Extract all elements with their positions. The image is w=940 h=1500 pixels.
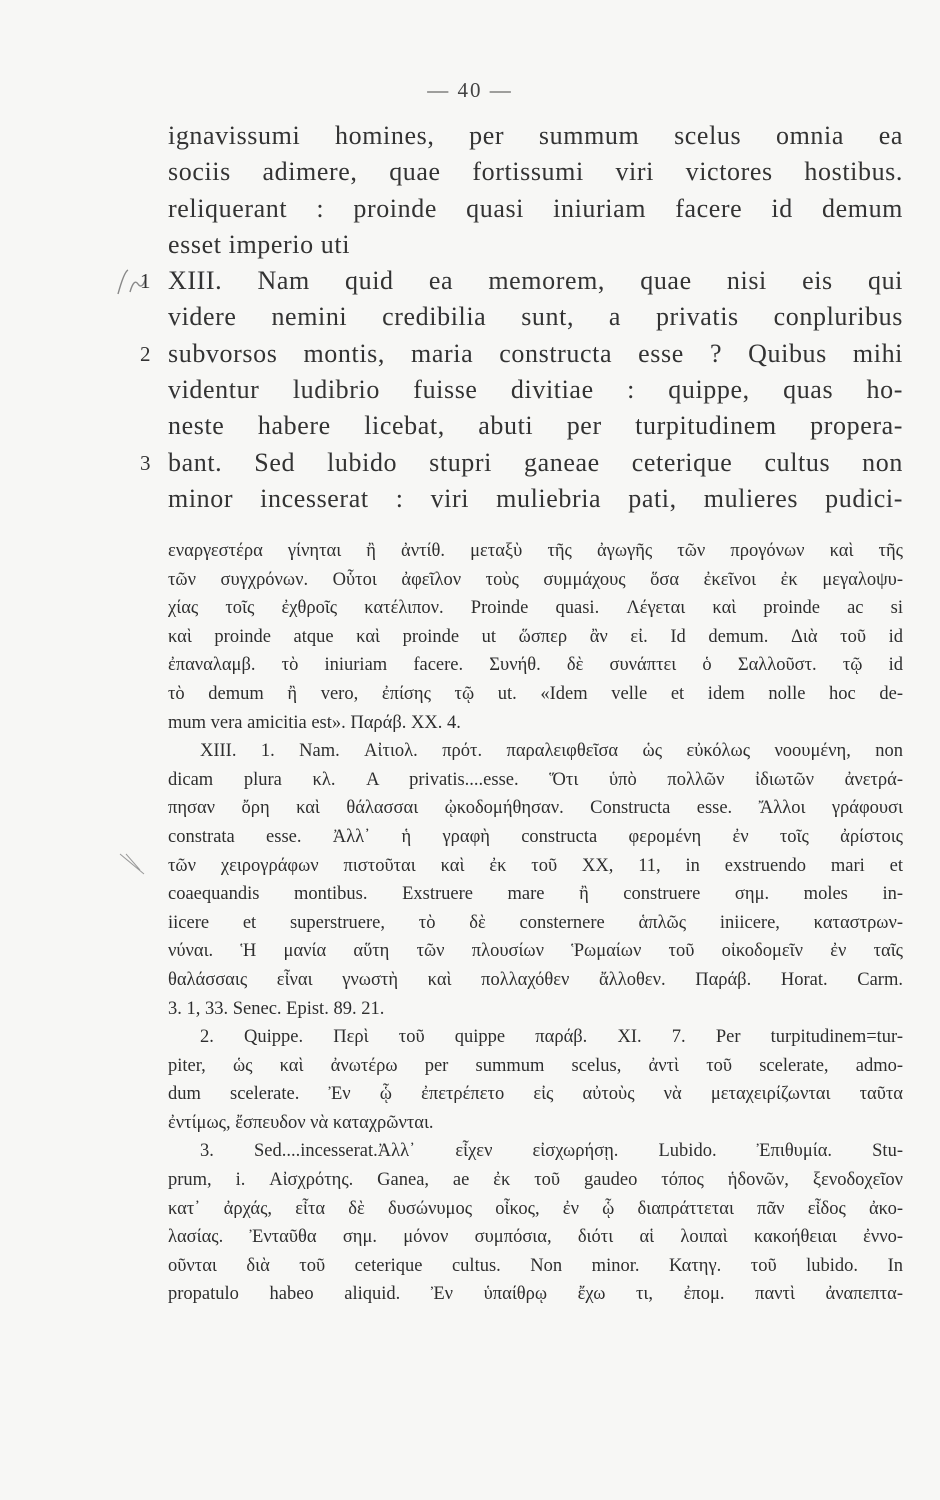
main-text-line-content: neste habere licebat, abuti per turpitudinem propera- bbox=[168, 411, 903, 441]
main-text-line bbox=[140, 336, 903, 372]
commentary-line-content: piter, ὡς καὶ ἀνωτέρω per summum scelus, ἀντὶ τοῦ scelerate, admo- bbox=[168, 1055, 903, 1076]
commentary-line-content: mum vera amicitia est». Παράβ. XX. 4. bbox=[168, 712, 461, 733]
commentary-line bbox=[168, 1195, 903, 1224]
commentary-line bbox=[168, 1252, 903, 1281]
commentary-line-content: χίας τοῖς ἐχθροῖς κατέλιπον. Proinde quasi. Λέγεται καὶ proinde ac si bbox=[168, 598, 903, 619]
commentary-line bbox=[168, 623, 903, 652]
commentary-line-content: XIII. 1. Nam. Αἰτιολ. πρότ. παραλειφθεῖσα ὡς εὐκόλως νοουμένη, non bbox=[200, 741, 903, 762]
main-text-line-content: esset imperio uti bbox=[168, 229, 351, 259]
commentary-line bbox=[168, 1280, 903, 1309]
scratch-mark-icon bbox=[118, 852, 148, 876]
commentary-line bbox=[168, 909, 903, 938]
commentary-line-content: τῶν χειρογράφων πιστοῦται καὶ ἐκ τοῦ XX, 11, in exstruendo mari et bbox=[168, 855, 903, 876]
main-text-line bbox=[140, 445, 903, 481]
page-number: — 40 — bbox=[427, 78, 513, 102]
commentary-line-content: 3. Sed....incesserat.Ἀλλ᾽ εἶχεν εἰσχωρήσῃ. Lubido. Ἐπιθυμία. Stu- bbox=[200, 1141, 903, 1162]
greek-commentary bbox=[168, 537, 903, 1309]
main-text-line-content: reliquerant : proinde quasi iniuriam facere id demum bbox=[168, 193, 903, 223]
commentary-line-content: οῦνται διὰ τοῦ ceterique cultus. Non minor. Κατηγ. τοῦ lubido. In bbox=[168, 1255, 903, 1276]
commentary-line bbox=[168, 566, 903, 595]
commentary-line bbox=[168, 1166, 903, 1195]
commentary-line bbox=[168, 852, 903, 881]
commentary-line-content: coaequandis montibus. Exstruere mare ἢ construere σημ. moles in- bbox=[168, 884, 903, 905]
margin-section-number: 2 bbox=[140, 341, 152, 366]
commentary-line-content: dicam plura κλ. A privatis....esse. Ὅτι ὑπὸ πολλῶν ἰδιωτῶν ἀνετρά- bbox=[168, 769, 903, 790]
commentary-line bbox=[168, 1109, 903, 1138]
main-text-line-content: XIII. Nam quid ea memorem, quae nisi eis qui bbox=[168, 266, 903, 296]
commentary-line-content: propatulo habeo aliquid. Ἐν ὑπαίθρῳ ἔχω τι, ἐπομ. παντὶ ἀναπεπτα- bbox=[168, 1284, 903, 1305]
commentary-line-content: 3. 1, 33. Senec. Epist. 89. 21. bbox=[168, 998, 385, 1019]
commentary-line bbox=[168, 823, 903, 852]
commentary-line-content: 2. Quippe. Περὶ τοῦ quippe παράβ. XI. 7. Per turpitudinem=tur- bbox=[200, 1027, 903, 1048]
main-text-line-content: videntur ludibrio fuisse divitiae : quippe, quas ho- bbox=[168, 375, 903, 405]
commentary-line-content: τῶν συγχρόνων. Οὗτοι ἀφεῖλον τοὺς συμμάχους ὅσα ἐκεῖνοι ἐκ μεγαλοψυ- bbox=[168, 569, 903, 590]
commentary-line bbox=[168, 880, 903, 909]
commentary-line bbox=[168, 794, 903, 823]
commentary-line bbox=[168, 737, 903, 766]
main-text-line-content: videre nemini credibilia sunt, a privatis conpluribus bbox=[168, 302, 903, 332]
main-text-line bbox=[168, 227, 903, 263]
main-text-line bbox=[168, 118, 903, 154]
commentary-line bbox=[168, 766, 903, 795]
commentary-line bbox=[168, 709, 903, 738]
main-text-line bbox=[168, 191, 903, 227]
main-latin-text bbox=[140, 118, 903, 517]
commentary-line bbox=[168, 1023, 903, 1052]
main-text-line bbox=[168, 408, 903, 444]
main-text-line-content: minor incesserat : viri muliebria pati, mulieres pudici- bbox=[168, 483, 903, 513]
commentary-line-content: constrata esse. Ἀλλ᾽ ἡ γραφὴ constructa φερομένη ἐν τοῖς ἀρίστοις bbox=[168, 826, 903, 847]
commentary-line-content: κατ᾽ ἀρχάς, εἶτα δὲ δυσώνυμος οἶκος, ἐν ᾧ διαπράττεται πᾶν εἶδος ἀκο- bbox=[168, 1198, 903, 1219]
main-text-line bbox=[168, 481, 903, 517]
commentary-line-content: prum, i. Αἰσχρότης. Ganea, ae ἐκ τοῦ gaudeo τόπος ἡδονῶν, ξενοδοχεῖον bbox=[168, 1170, 903, 1191]
commentary-line-content: εναργεστέρα γίνηται ἢ ἀντίθ. μεταξὺ τῆς ἀγωγῆς τῶν προγόνων καὶ τῆς bbox=[168, 541, 903, 561]
commentary-line bbox=[168, 1137, 903, 1166]
commentary-line bbox=[168, 995, 903, 1024]
main-text-line bbox=[168, 372, 903, 408]
commentary-line bbox=[168, 1080, 903, 1109]
commentary-line-content: dum scelerate. Ἐν ᾧ ἐπετρέπετο εἰς αὐτοὺς νὰ μεταχειρίζωνται ταῦτα bbox=[168, 1084, 903, 1105]
commentary-line-content: ἐπαναλαμβ. τὸ iniuriam facere. Συνήθ. δὲ συνάπτει ὁ Σαλλοῦστ. τῷ id bbox=[168, 655, 903, 676]
commentary-line-content: τὸ demum ἢ vero, ἐπίσης τῷ ut. «Idem velle et idem nolle hoc de- bbox=[168, 683, 903, 704]
main-text-line bbox=[140, 263, 903, 299]
commentary-line-content: ἐντίμως, ἔσπευδον νὰ καταχρῶνται. bbox=[168, 1112, 434, 1133]
commentary-line-content: πησαν ὄρη καὶ θάλασσαι ᾠκοδομήθησαν. Constructa esse. Ἄλλοι γράφουσι bbox=[168, 798, 903, 819]
main-text-line-content: subvorsos montis, maria constructa esse ? Quibus mihi bbox=[168, 338, 903, 368]
main-text-line bbox=[168, 154, 903, 190]
commentary-line bbox=[168, 537, 903, 566]
commentary-line-content: iicere et superstruere, τὸ δὲ consternere ἁπλῶς iniicere, καταστρων- bbox=[168, 912, 903, 933]
main-text-line-content: bant. Sed lubido stupri ganeae ceterique cultus non bbox=[168, 447, 903, 477]
commentary-line bbox=[168, 937, 903, 966]
main-text-line-content: sociis adimere, quae fortissumi viri victores hostibus. bbox=[168, 157, 903, 187]
commentary-line bbox=[168, 966, 903, 995]
commentary-line bbox=[168, 1223, 903, 1252]
commentary-line bbox=[168, 680, 903, 709]
margin-section-number: 3 bbox=[140, 450, 152, 475]
commentary-line-content: θαλάσσαις εἶναι γνωστὴ καὶ πολλαχόθεν ἄλλοθεν. Παράβ. Horat. Carm. bbox=[168, 969, 903, 990]
commentary-line bbox=[168, 651, 903, 680]
commentary-line-content: νύναι. Ἡ μανία αὕτη τῶν πλουσίων Ῥωμαίων τοῦ οἰκοδομεῖν ἐν ταῖς bbox=[168, 941, 903, 962]
main-text-line-content: ignavissumi homines, per summum scelus omnia ea bbox=[168, 121, 903, 150]
commentary-line-content: καὶ proinde atque καὶ proinde ut ὥσπερ ἂν εἰ. Id demum. Διὰ τοῦ id bbox=[168, 626, 903, 647]
commentary-line-content: λασίας. Ἐνταῦθα σημ. μόνον συμπόσια, διότι αἱ λοιπαὶ κακοήθειαι ἐννο- bbox=[168, 1227, 903, 1248]
commentary-line bbox=[168, 1052, 903, 1081]
commentary-line bbox=[168, 594, 903, 623]
margin-section-number: 1 bbox=[140, 269, 152, 294]
main-text-line bbox=[168, 299, 903, 335]
